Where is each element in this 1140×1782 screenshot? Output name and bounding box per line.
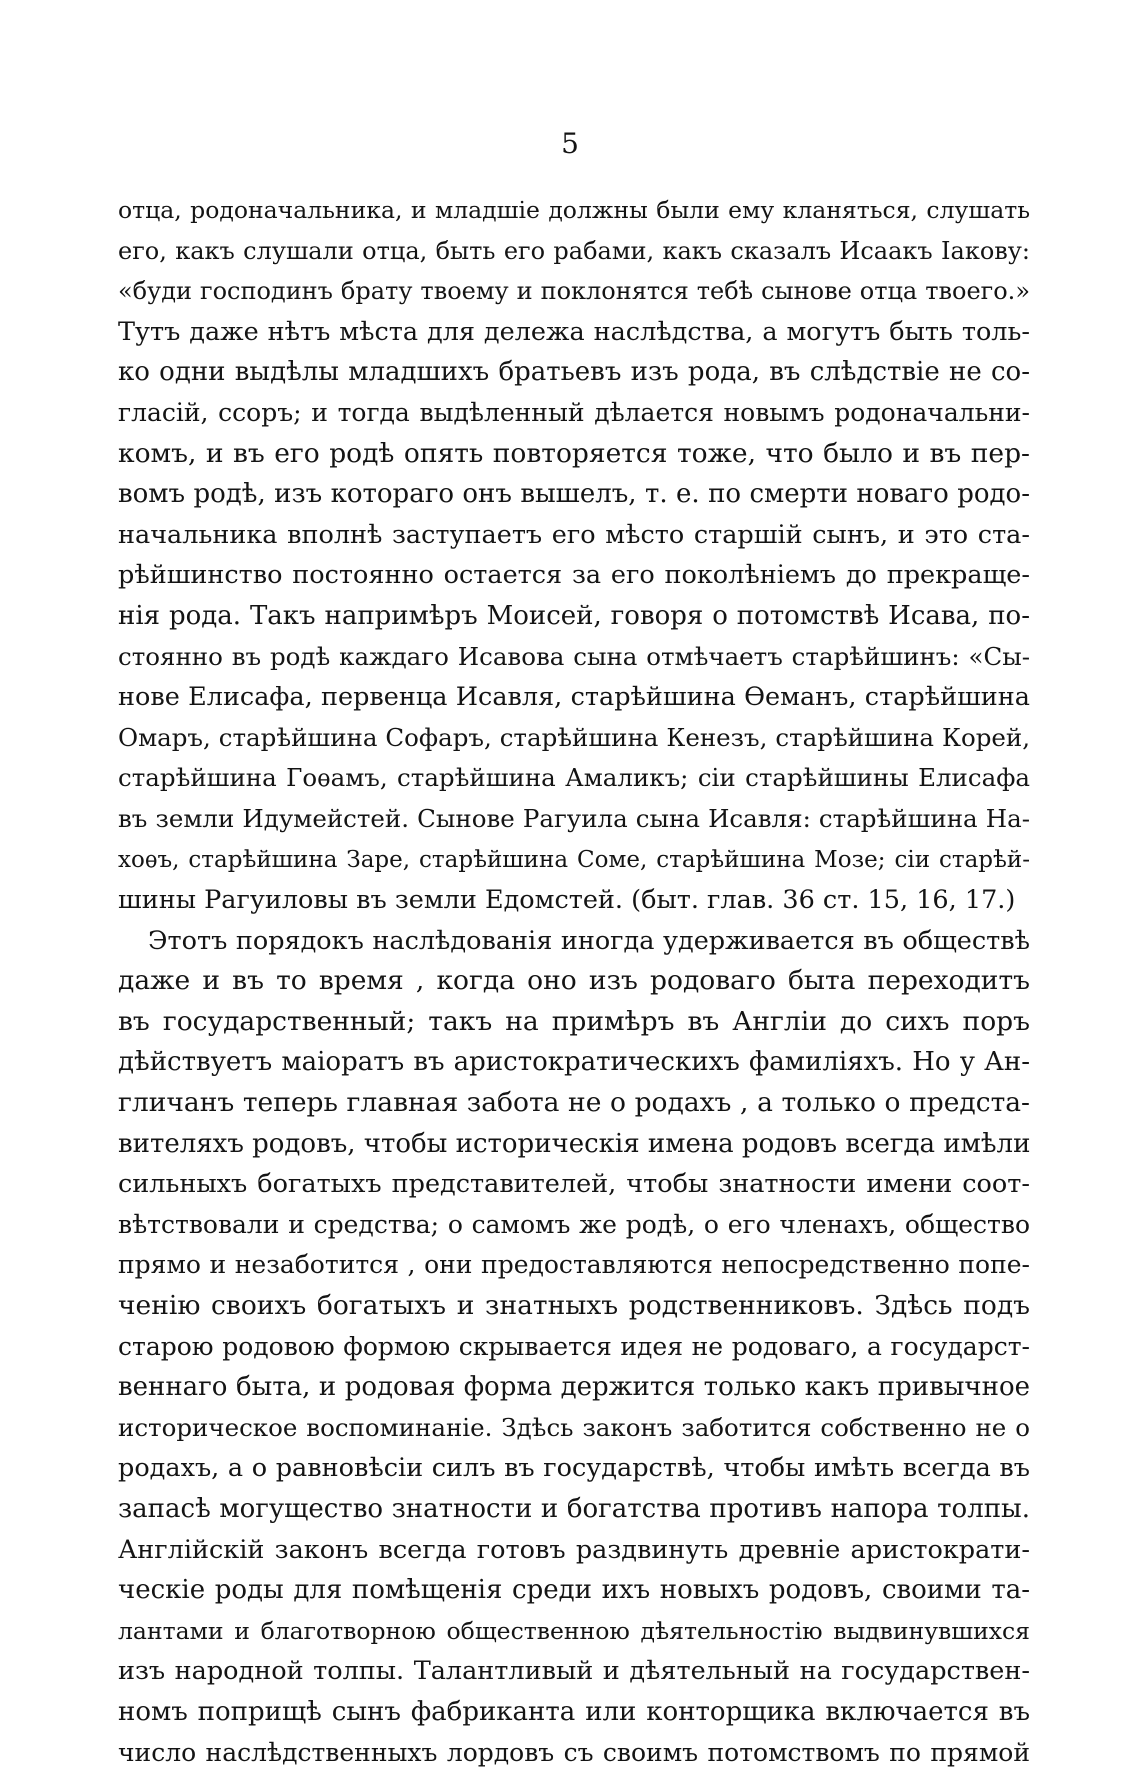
text-line: старѣйшина Гоѳамъ, старѣйшина Амаликъ; сіи старѣйшины Елисафа: [118, 763, 1030, 793]
text-line: стоянно въ родѣ каждаго Исавова сына отмѣчаетъ старѣйшинъ: «Сы-: [118, 641, 1030, 671]
text-line: число наслѣдственныхъ лордовъ съ своимъ потомствомъ по прямой: [118, 1737, 1030, 1767]
text-line: лантами и благотворною общественною дѣятельностію выдвинувшихся: [118, 1616, 1030, 1645]
text-line: гличанъ теперь главная забота не о родахъ , а только о предста-: [118, 1087, 1030, 1119]
text-line: сильныхъ богатыхъ представителей, чтобы знатности имени соот-: [118, 1169, 1030, 1200]
text-line: Омаръ, старѣйшина Софаръ, старѣйшина Кенезъ, старѣйшина Корей,: [118, 722, 1030, 752]
text-line: Англійскій законъ всегда готовъ раздвинуть древніе аристократи-: [118, 1534, 1030, 1565]
text-line: запасѣ могущество знатности и богатства противъ напора толпы.: [118, 1494, 1030, 1524]
text-line: Этотъ порядокъ наслѣдованія иногда удерживается въ обществѣ: [148, 925, 1030, 956]
text-line: историческое воспоминаніе. Здѣсь законъ заботится собственно не о: [118, 1412, 1030, 1442]
text-line: вѣтствовали и средства; о самомъ же родѣ, о его членахъ, общество: [118, 1209, 1030, 1239]
text-line: въ государственный; такъ на примѣръ въ Англіи до сихъ поръ: [118, 1005, 1030, 1037]
text-line: шины Рагуиловы въ земли Едомстей. (быт. глав. 36 ст. 15, 16, 17.): [118, 885, 1016, 916]
text-line: прямо и незаботится , они предоставляются непосредственно попе-: [118, 1250, 1030, 1280]
text-line: дѣйствуетъ маіоратъ въ аристократическихъ фамиліяхъ. Но у Ан-: [118, 1047, 1030, 1078]
text-line: хоѳъ, старѣйшина Заре, старѣйшина Соме, старѣйшина Мозе; сіи старѣй-: [118, 846, 1030, 873]
text-line: нове Елисафа, первенца Исавля, старѣйшина Ѳеманъ, старѣйшина: [118, 682, 1030, 713]
body-text: [118, 190, 1030, 1773]
text-line: начальника вполнѣ заступаетъ его мѣсто старшій сынъ, и это ста-: [118, 519, 1030, 550]
text-line: рѣйшинство постоянно остается за его поколѣніемъ до прекраще-: [118, 560, 1030, 591]
text-line: ческіе роды для помѣщенія среди ихъ новыхъ родовъ, своими та-: [118, 1575, 1030, 1606]
text-line: отца, родоначальника, и младшіе должны были ему кланяться, слушать: [118, 196, 1030, 224]
text-line: ко одни выдѣлы младшихъ братьевъ изъ рода, въ слѣдствіе не со-: [118, 357, 1030, 388]
text-line: «буди господинъ брату твоему и поклонятся тебѣ сынове отца твоего.»: [118, 277, 1030, 306]
text-line: комъ, и въ его родѣ опять повторяется тоже, что было и въ пер-: [118, 437, 1030, 469]
text-line: ченію своихъ богатыхъ и знатныхъ родственниковъ. Здѣсь подъ: [118, 1290, 1030, 1322]
text-line: веннаго быта, и родовая форма держится только какъ привычное: [118, 1372, 1030, 1403]
page-number: 5: [561, 127, 579, 160]
text-line: вомъ родѣ, изъ котораго онъ вышелъ, т. е. по смерти новаго родо-: [118, 479, 1030, 510]
text-line: даже и въ то время , когда оно изъ родоваго быта переходитъ: [118, 965, 1030, 997]
text-line: родахъ, а о равновѣсіи силъ въ государствѣ, чтобы имѣть всегда въ: [118, 1453, 1030, 1484]
text-line: Тутъ даже нѣтъ мѣста для дележа наслѣдства, а могутъ быть толь-: [118, 316, 1030, 347]
text-line: старою родовою формою скрывается идея не родоваго, а государст-: [118, 1331, 1030, 1361]
text-line: изъ народной толпы. Талантливый и дѣятельный на государствен-: [118, 1656, 1030, 1687]
text-line: номъ поприщѣ сынъ фабриканта или конторщика включается въ: [118, 1696, 1030, 1727]
text-line: вителяхъ родовъ, чтобы историческія имена родовъ всегда имѣли: [118, 1128, 1031, 1159]
text-line: его, какъ слушали отца, быть его рабами, какъ сказалъ Исаакъ Іакову:: [118, 236, 1030, 265]
text-line: гласій, ссоръ; и тогда выдѣленный дѣлается новымъ родоначальни-: [118, 397, 1030, 427]
text-line: въ земли Идумейстей. Сынове Рагуила сына Исавля: старѣйшина На-: [118, 803, 1030, 833]
text-line: нія рода. Такъ напримѣръ Моисей, говоря о потомствѣ Исава, по-: [118, 600, 1030, 631]
